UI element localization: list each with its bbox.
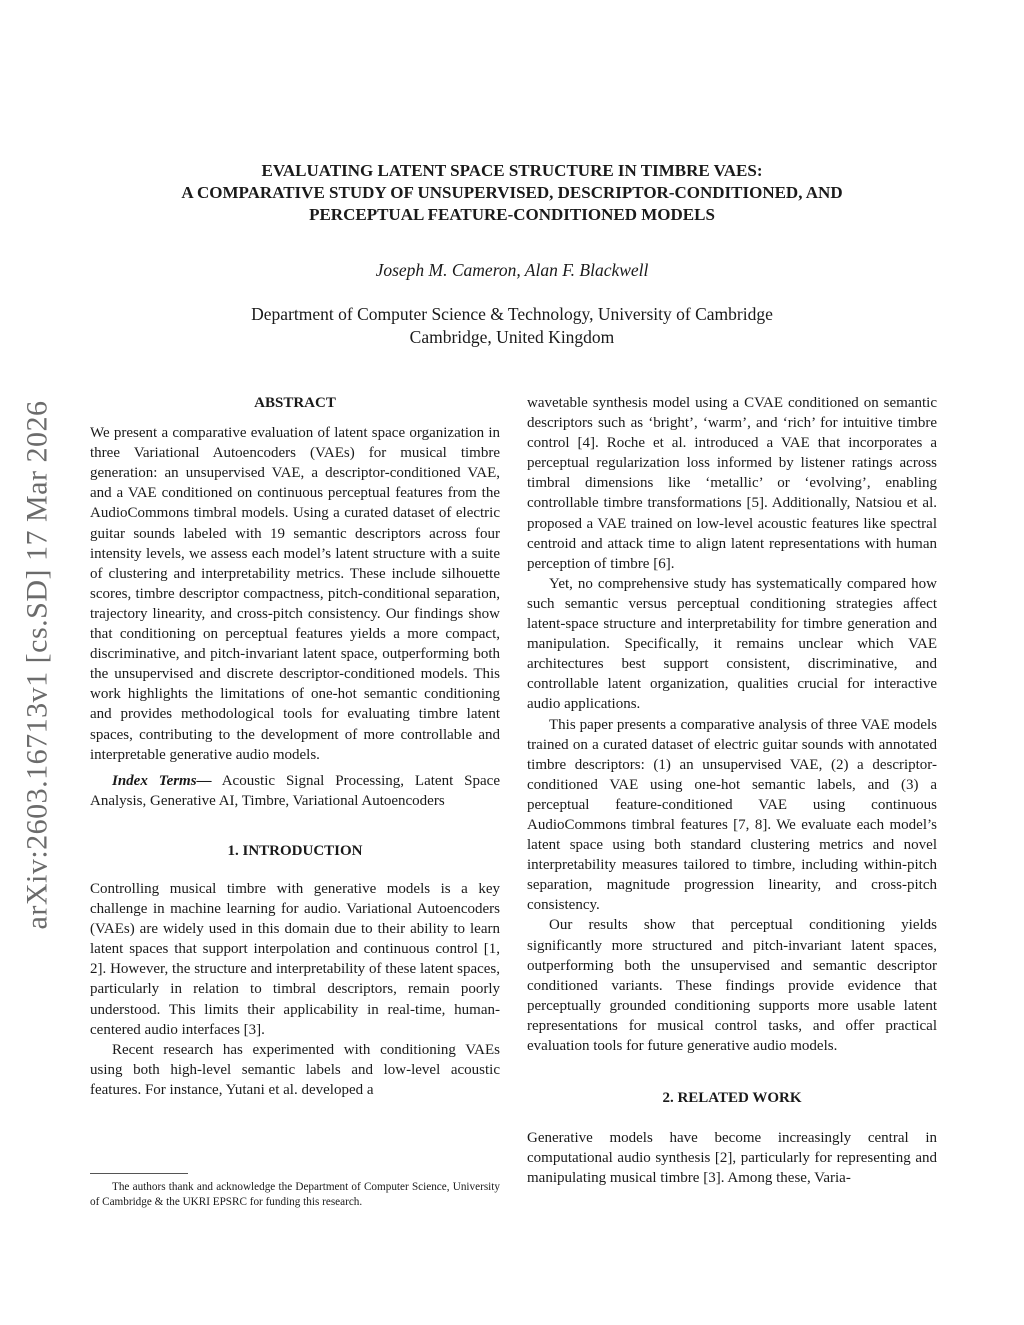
title-line: A COMPARATIVE STUDY OF UNSUPERVISED, DESCRIPTOR-CONDITIONED, AND bbox=[181, 183, 843, 202]
index-terms bbox=[90, 771, 500, 811]
right-column bbox=[527, 393, 937, 1188]
body-paragraph: Yet, no comprehensive study has systematically compared how such semantic versus perceptual conditioning strategies affect latent-space structure and interpretability for timbre generation and manipulation. Specifically, it remains unclear which VAE architectures best support consistent, discriminative, and controllable latent organization, qualities crucial for interactive audio applications. bbox=[527, 575, 937, 713]
title-block bbox=[80, 160, 944, 349]
footnote: The authors thank and acknowledge the Department of Computer Science, University of Cambridge & the UKRI EPSRC for funding this research. bbox=[90, 1181, 500, 1208]
affiliation-line: Department of Computer Science & Technology, University of Cambridge bbox=[251, 304, 773, 324]
related-work-heading: 2. RELATED WORK bbox=[662, 1090, 802, 1107]
title-line: PERCEPTUAL FEATURE-CONDITIONED MODELS bbox=[309, 205, 715, 224]
affiliation-line: Cambridge, United Kingdom bbox=[409, 327, 615, 347]
authors: Joseph M. Cameron, Alan F. Blackwell bbox=[375, 260, 649, 280]
intro-paragraph: Recent research has experimented with conditioning VAEs using both high-level semantic labels and low-level acoustic features. For instance, Yutani et al. developed a bbox=[90, 1041, 500, 1098]
index-terms-label: Index Terms— bbox=[112, 772, 212, 789]
abstract-heading: ABSTRACT bbox=[254, 395, 336, 411]
title-line: EVALUATING LATENT SPACE STRUCTURE IN TIMBRE VAES: bbox=[261, 161, 763, 180]
arxiv-identifier bbox=[20, 370, 54, 960]
affiliation bbox=[80, 303, 944, 349]
body-paragraph: Our results show that perceptual conditioning yields significantly more structured and pitch-invariant latent spaces, outperforming both the unsupervised and semantic descriptor conditioned variants. These findings provide evidence that perceptually grounded conditioning supports more usable latent representations for musical control tasks, and offer practical evaluation tools for future generative audio models. bbox=[527, 917, 937, 1054]
left-column bbox=[90, 393, 500, 1100]
related-paragraph: Generative models have become increasingly central in computational audio synthesis [2], particularly for representing and manipulating musical timbre [3]. Among these, Varia- bbox=[527, 1130, 937, 1187]
abstract-text: We present a comparative evaluation of latent space organization in three Variational Autoencoders (VAEs) for musical timbre generation: an unsupervised VAE, a descriptor-conditioned VAE, and a VAE conditioned on continuous perceptual features from the AudioCommons timbral models. Using a curated dataset of electric guitar sounds labeled with 19 semantic descriptors across four intensity levels, we assess each model’s latent structure with a suite of clustering and interpretability metrics. These include silhouette scores, timbre descriptor compactness, pitch-conditional separation, trajectory linearity, and cross-pitch consistency. Our findings show that conditioning on perceptual features yields a more compact, discriminative, and pitch-invariant latent space, outperforming both the unsupervised and discrete descriptor-conditioned models. This work highlights the limitations of one-hot semantic conditioning and provides methodological tools for evaluating timbre latent spaces, contributing to the development of more controllable and interpretable generative audio models. bbox=[90, 425, 500, 763]
footnote-divider bbox=[90, 1173, 188, 1174]
body-paragraph: This paper presents a comparative analysis of three VAE models trained on a curated dataset of electric guitar sounds with annotated timbre descriptors: (1) an unsupervised VAE, (2) a descriptor-conditioned VAE using one-hot semantic labels, and (3) a perceptual feature-conditioned VAE using continuous AudioCommons timbral features [7, 8]. We evaluate each model’s latent space using both standard clustering metrics and novel interpretability measures tailored to timbre, including within-pitch separation, magnitude progression linearity, and cross-pitch consistency. bbox=[527, 716, 937, 914]
intro-paragraph: Controlling musical timbre with generative models is a key challenge in machine learning for audio. Variational Autoencoders (VAEs) are widely used in this domain due to their ability to learn latent spaces that support interpolation and continuous control [1, 2]. However, the structure and interpretability of these latent spaces, particularly in relation to timbral descriptors, remain poorly understood. This limits their applicability in real-time, human-centered audio interfaces [3]. bbox=[90, 880, 500, 1038]
paper-title bbox=[80, 160, 944, 226]
intro-heading: 1. INTRODUCTION bbox=[227, 842, 363, 859]
arxiv-identifier-text: arXiv:2603.16713v1 [cs.SD] 17 Mar 2026 bbox=[20, 400, 54, 930]
index-terms-text: Acoustic Signal Processing, Latent Space Analysis, Generative AI, Timbre, Variational Autoencoders bbox=[90, 772, 501, 809]
body-paragraph: wavetable synthesis model using a CVAE conditioned on semantic descriptors such as ‘bright’, ‘warm’, and ‘rich’ for intuitive timbre control [4]. Roche et al. introduced a VAE that incorporates a perceptual regularization loss informed by listener ratings across timbral dimensions like ‘metallic’ or ‘evolving’, enabling controllable timbre transformations [5]. Additionally, Natsiou et al. proposed a VAE trained on low-level acoustic features like spectral centroid and attack time to align latent representations with human perception of timbre [6]. bbox=[527, 395, 937, 572]
